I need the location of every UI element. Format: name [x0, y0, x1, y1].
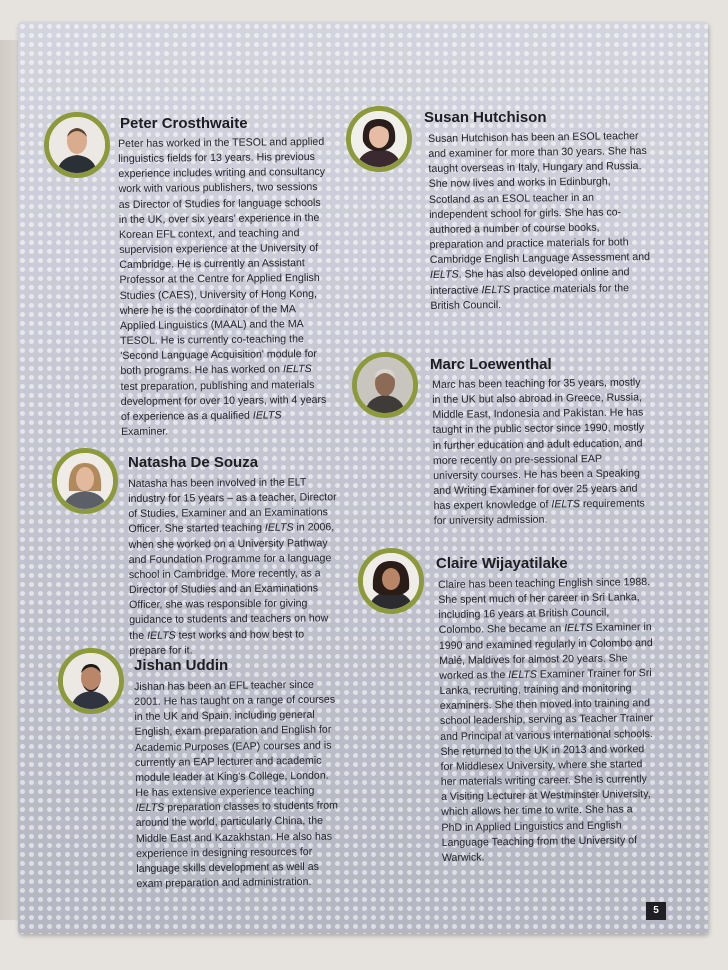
ielts-term: IELTS	[429, 268, 459, 282]
ielts-term: IELTS	[147, 629, 176, 642]
ielts-term: IELTS	[508, 668, 538, 681]
page-number: 5	[646, 902, 666, 920]
ielts-term: IELTS	[135, 801, 165, 815]
ielts-term: IELTS	[551, 498, 581, 511]
book-page	[18, 22, 708, 934]
person-bio: Marc has been teaching for 35 years, mostly in the UK but also abroad in Greece, Russia, Middle East, Indonesia and Pakistan. He has taught in the public sector since 1990, mostly in further education and adult education, and more recently on pre-sessional EAP university courses. He has been a Speaking and Writing Examiner for over 25 years and has expert knowledge of IELTS requirements for university admission.	[432, 376, 645, 528]
person-bio: Peter has worked in the TESOL and applied linguistics fields for 13 years. His previous experience includes writing and consultancy work with various publishers, two sessions as Director of Studies for language schools in the UK, over six years' experience in the Korean EFL context, and teaching and supervision experience at the University of Cambridge. He is currently an Assistant Professor at the Centre for Applied English Studies (CAES), University of Hong Kong, where he is the coordinator of the MA Applied Linguistics (MAAL) and the MA TESOL. He is currently co-teaching the 'Second Language Acquisition' module for both programs. He has worked on IELTS test preparation, publishing and materials development for over 10 years, with 4 years of experience as a qualified IELTS Examiner.	[118, 135, 327, 438]
portrait-peter	[44, 112, 110, 178]
person-name: Peter Crosthwaite	[120, 115, 248, 132]
ielts-term: IELTS	[264, 522, 294, 535]
person-bio: Claire has been teaching English since 1988. She spent much of her career in Sri Lanka, including 16 years at British Council, Colombo. She became an IELTS Examiner in 1990 and examined regularly in Colombo and Malé, Maldives for almost 20 years. She worked as the IELTS Examiner Trainer for Sri Lanka, recruiting, training and monitoring examiners. She then moved into training and school leadership, serving as Teacher Trainer and Principal at various international schools. She returned to the UK in 2013 and worked for Middlesex University, where she started her materials writing career. She is currently a Visiting Lecturer at Westminster University, which allows her time to write. She has a PhD in Applied Linguistics and English Language Teaching from the University of Warwick.	[438, 576, 654, 864]
person-name: Marc Loewenthal	[430, 356, 552, 373]
person-bio: Natasha has been involved in the ELT industry for 15 years – as a teacher, Director of Studies, Examiner and an Examinations Officer. She started teaching IELTS in 2006, when she worked on a University Pathway and Foundation Programme for a language school in Cambridge. More recently, as a Director of Studies and an Examinations Officer, she was responsible for giving guidance to students and teachers on how the IELTS test works and how best to prepare for it.	[128, 476, 337, 657]
person-bio: Susan Hutchison has been an ESOL teacher and examiner for more than 30 years. She has taught overseas in Italy, Hungary and Russia. She now lives and works in Edinburgh, Scotland as an ESOL teacher in an independent school for girls. She has co-authored a number of course books, preparation and practice materials for both Cambridge English Language Assessment and IELTS. She has also developed online and interactive IELTS practice materials for the British Council.	[428, 130, 651, 312]
portrait-marc	[352, 352, 418, 418]
person-name: Natasha De Souza	[128, 454, 259, 471]
person-bio: Jishan has been an EFL teacher since 2001. He has taught on a range of courses in the UK and Spain, including general English, exam preparation and English for Academic Purposes (EAP) courses and is currently an EAP lecturer and academic module leader at King's College, London. He has extensive experience teaching IELTS preparation classes to students from around the world, particularly China, the Middle East and Kazakhstan. He also has experience in designing resources for language skills development as well as exam preparation and administration.	[134, 678, 339, 891]
portrait-natasha	[52, 448, 118, 514]
portrait-claire	[358, 548, 424, 614]
person-name: Jishan Uddin	[134, 657, 229, 674]
ielts-term: IELTS	[481, 283, 511, 296]
portrait-jishan	[58, 648, 124, 714]
person-name: Claire Wijayatilake	[436, 555, 568, 572]
ielts-term: IELTS	[252, 409, 282, 422]
portrait-susan	[346, 106, 412, 172]
ielts-term: IELTS	[282, 363, 312, 376]
person-name: Susan Hutchison	[424, 109, 547, 126]
ielts-term: IELTS	[564, 622, 593, 635]
